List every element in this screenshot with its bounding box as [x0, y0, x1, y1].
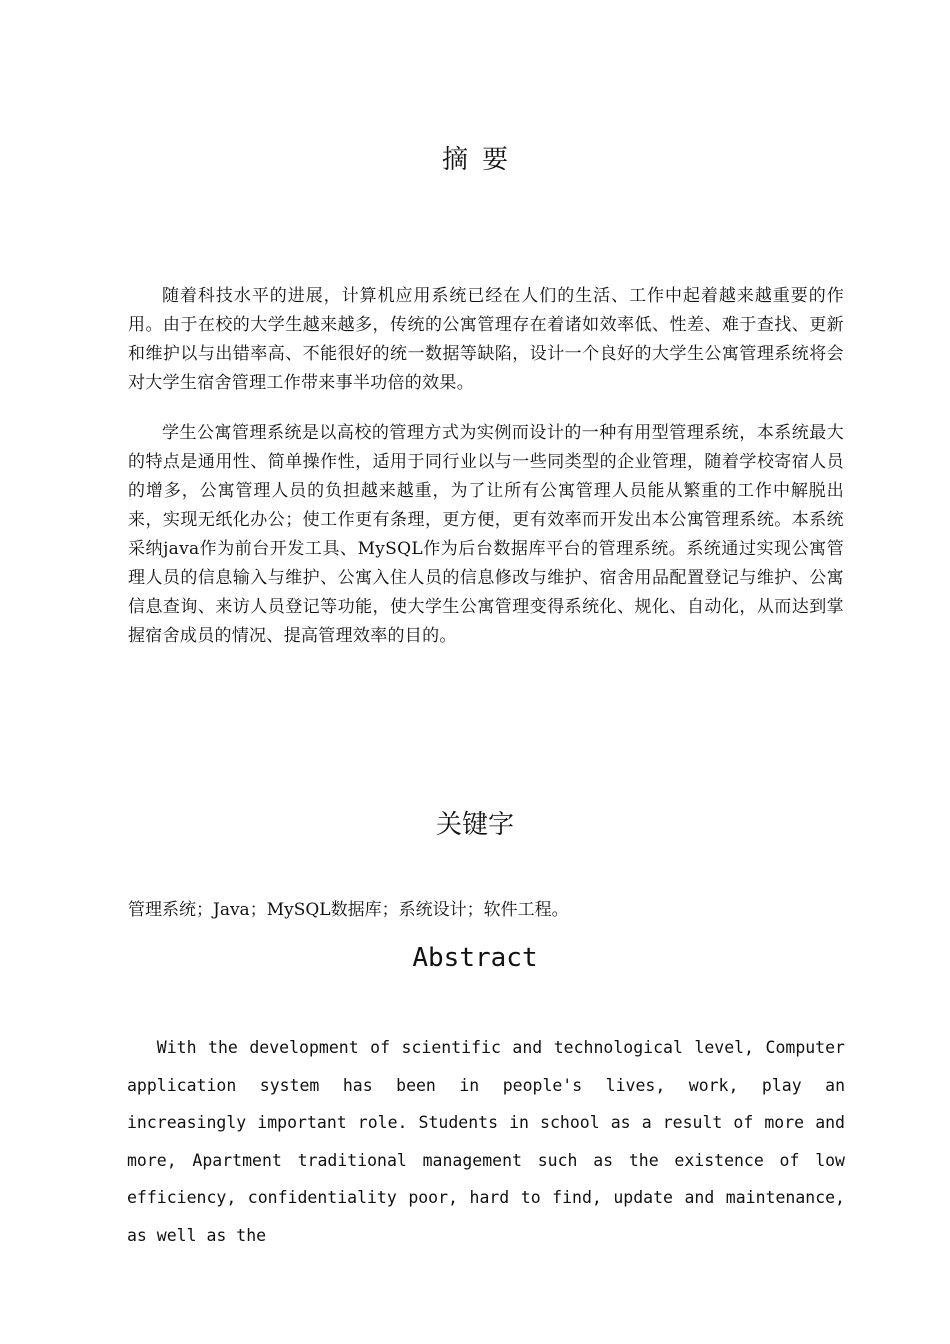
abstract-paragraph-cn-1: 随着科技水平的进展，计算机应用系统已经在人们的生活、工作中起着越来越重要的作用。由于在校的大学生越来越多，传统的公寓管理存在着诸如效率低、性差、难于查找、更新和维护以与出错率高、不能很好的统一数据等缺陷，设计一个良好的大学生公寓管理系统将会对大学生宿舍管理工作带来事半功倍的效果。	[128, 286, 844, 393]
abstract-heading-cn: 摘要	[441, 145, 522, 175]
abstract-heading-en: Abstract	[412, 943, 538, 973]
keywords-heading: 关键字	[435, 810, 514, 840]
abstract-paragraph-cn-2: 学生公寓管理系统是以高校的管理方式为实例而设计的一种有用型管理系统，本系统最大的特点是通用性、简单操作性，适用于同行业以与一些同类型的企业管理，随着学校寄宿人员的增多，公寓管理人员的负担越来越重，为了让所有公寓管理人员能从繁重的工作中解脱出来，实现无纸化办公；使工作更有条理，更方便，更有效率而开发出本公寓管理系统。本系统采纳java作为前台开发工具、MySQL作为后台数据库平台的管理系统。系统通过实现公寓管理人员的信息输入与维护、公寓入住人员的信息修改与维护、宿舍用品配置登记与维护、公寓信息查询、来访人员登记等功能，使大学生公寓管理变得系统化、规化、自动化，从而达到掌握宿舍成员的情况、提高管理效率的目的。	[128, 423, 844, 646]
abstract-paragraph-en: With the development of scientific and technological level, Computer application system has been in people's lives, work, play an increasingly important role. Students in school as a result of more and more, Apartment traditional management such as the existence of low efficiency, confidentiality poor, hard to find, update and maintenance, as well as the	[127, 1038, 845, 1245]
keywords-list: 管理系统；Java；MySQL数据库；系统设计；软件工程。	[128, 900, 569, 920]
